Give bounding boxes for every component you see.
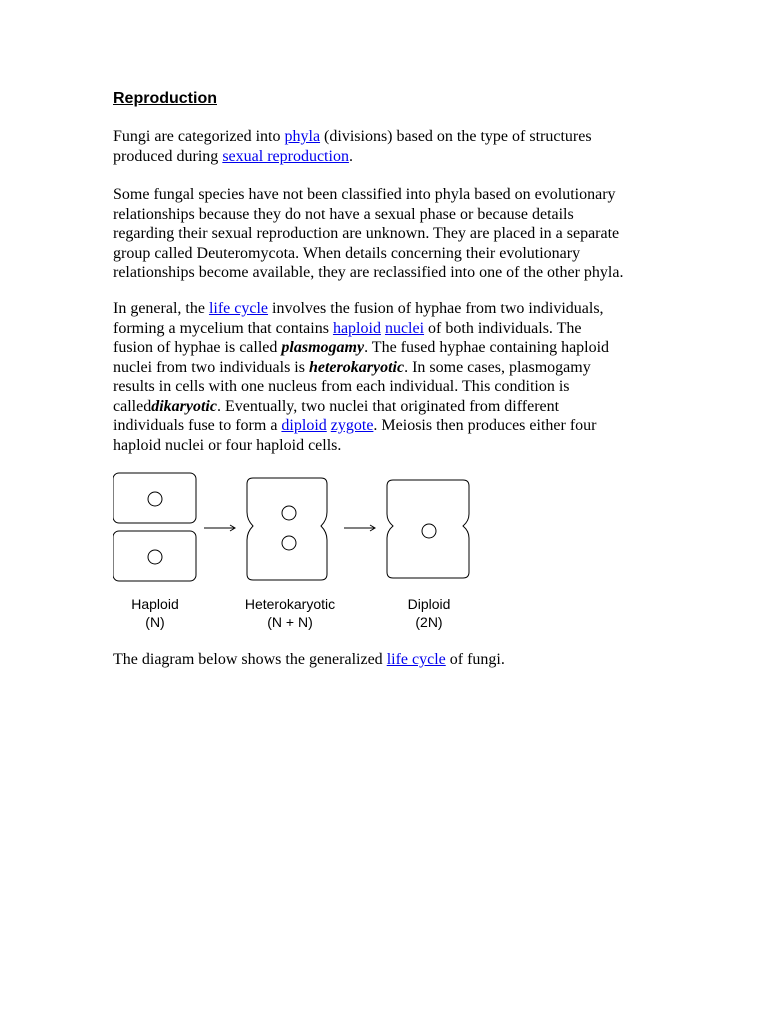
heterokaryotic-cell	[247, 478, 327, 580]
link-life-cycle[interactable]: life cycle	[208, 300, 269, 317]
label-heterokaryotic: Heterokaryotic	[244, 596, 336, 612]
link-diploid[interactable]: diploid	[281, 417, 327, 434]
label-diploid-ploidy: (2N)	[415, 614, 443, 630]
text-run: . The fused hyphae containing haploid	[364, 339, 610, 356]
text-run: produced during	[113, 147, 223, 165]
haploid-cell-bottom	[113, 531, 196, 581]
link-haploid[interactable]: haploid	[332, 319, 381, 337]
text-run: In general, the	[113, 300, 209, 317]
diploid-cell	[387, 480, 469, 578]
term-heterokaryotic: heterokaryotic	[308, 358, 405, 376]
label-haploid-ploidy: (N)	[145, 614, 165, 630]
text-run: of fungi.	[445, 651, 505, 668]
text-run: .	[348, 147, 353, 165]
text-line	[113, 397, 673, 417]
text-line: regarding their sexual reproduction are unknown. They are placed in a separate	[113, 225, 620, 242]
text-run: of both individuals. The	[424, 319, 582, 337]
text-line: relationships because they do not have a sexual phase or because details	[113, 205, 574, 223]
text-run: . In some cases, plasmogamy	[404, 358, 591, 376]
text-line	[113, 358, 673, 378]
nuclear-condition-diagram	[113, 468, 483, 638]
text-line	[113, 338, 673, 358]
link-life-cycle-2[interactable]: life cycle	[386, 651, 446, 668]
haploid-nucleus-top	[148, 492, 162, 506]
text-line: haploid nuclei or four haploid cells.	[113, 436, 342, 454]
text-run: called	[113, 397, 152, 415]
haploid-cell-top	[113, 473, 196, 523]
diploid-nucleus	[422, 524, 436, 538]
text-line	[113, 299, 673, 319]
link-sexual-reproduction[interactable]: sexual reproduction	[222, 147, 349, 165]
haploid-nucleus-bottom	[148, 550, 162, 564]
paragraph-classification	[113, 127, 673, 166]
text-run: Fungi are categorized into	[113, 128, 285, 145]
diagram-shapes	[113, 473, 469, 581]
link-phyla[interactable]: phyla	[284, 128, 321, 145]
heterokaryotic-nucleus-1	[282, 506, 296, 520]
text-line	[113, 416, 673, 436]
text-line	[113, 147, 673, 167]
label-diploid: Diploid	[407, 596, 451, 612]
term-dikaryotic: dikaryotic	[151, 397, 217, 415]
text-run: fusion of hyphae is called	[113, 339, 282, 356]
text-line	[113, 127, 673, 147]
label-heterokaryotic-ploidy: (N + N)	[267, 614, 313, 630]
text-line	[113, 650, 673, 670]
text-line: results in cells with one nucleus from each individual. This condition is	[113, 378, 570, 395]
text-run: . Eventually, two nuclei that originated from different	[216, 397, 560, 415]
label-haploid: Haploid	[131, 596, 179, 612]
text-run: individuals fuse to form a	[113, 417, 282, 434]
text-run: forming a mycelium that contains	[113, 319, 333, 337]
term-plasmogamy: plasmogamy	[281, 339, 365, 356]
text-run: nuclei from two individuals is	[113, 358, 309, 376]
text-line: Some fungal species have not been classified into phyla based on evolutionary	[113, 186, 616, 203]
section-heading: Reproduction	[113, 90, 217, 107]
text-line: group called Deuteromycota. When details concerning their evolutionary	[113, 244, 581, 262]
text-run: (divisions) based on the type of structures	[320, 128, 592, 145]
paragraph-diagram-intro	[113, 650, 673, 670]
text-run: The diagram below shows the generalized	[113, 651, 387, 668]
heterokaryotic-nucleus-2	[282, 536, 296, 550]
text-run: . Meiosis then produces either four	[373, 417, 597, 434]
link-zygote[interactable]: zygote	[330, 417, 374, 434]
paragraph-life-cycle	[113, 299, 673, 455]
paragraph-deuteromycota	[113, 185, 673, 283]
link-nuclei[interactable]: nuclei	[384, 319, 425, 337]
text-run: involves the fusion of hyphae from two individuals,	[268, 300, 604, 317]
text-line	[113, 319, 673, 339]
text-line: relationships become available, they are reclassified into one of the other phyla.	[113, 264, 624, 281]
